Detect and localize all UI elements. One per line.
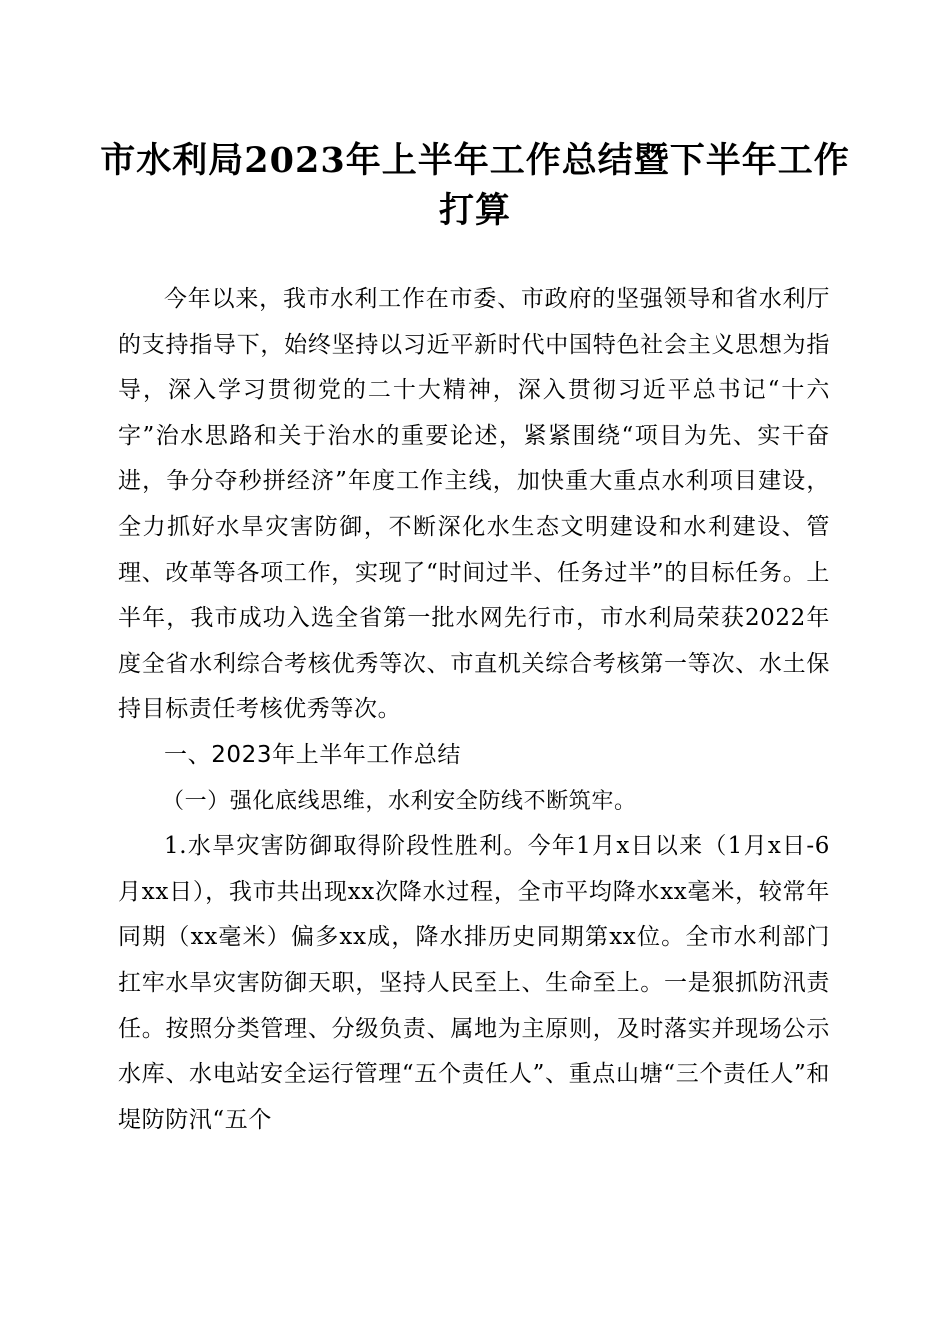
- subsection-heading: （一）强化底线思维，水利安全防线不断筑牢。: [162, 788, 637, 814]
- intro-paragraph: 今年以来，我市水利工作在市委、市政府的坚强领导和省水利厅的支持指导下，始终坚持以习近平新时代中国特色社会主义思想为指导，深入学习贯彻党的二十大精神，深入贯彻习近平总书记“十六字”治水思路和关于治水的重要论述，紧紧围绕“项目为先、实干奋进，争分夺秒拼经济”年度工作主线，加快重大重点水利项目建设，全力抓好水旱灾害防御，不断深化水生态文明建设和水利建设、管理、改革等各项工作，实现了“时间过半、任务过半”的目标任务。上半年，我市成功入选全省第一批水网先行市，市水利局荣获2022年度全省水利综合考核优秀等次、市直机关综合考核第一等次、水土保持目标责任考核优秀等次。: [118, 286, 830, 723]
- section-heading: 一、2023年上半年工作总结: [164, 741, 461, 768]
- item-paragraph: 1.水旱灾害防御取得阶段性胜利。今年1月x日以来（1月x日-6月xx日），我市共出现xx次降水过程，全市平均降水xx毫米，较常年同期（xx毫米）偏多xx成，降水排历史同期第xx位。全市水利部门扛牢水旱灾害防御天职，坚持人民至上、生命至上。一是狠抓防汛责任。按照分类管理、分级负责、属地为主原则，及时落实并现场公示水库、水电站安全运行管理“五个责任人”、重点山塘“三个责任人”和堤防防汛“五个: [118, 833, 830, 1133]
- document-title: 市水利局2023年上半年工作总结暨下半年工作打算: [100, 140, 850, 231]
- document-body: [118, 277, 830, 1143]
